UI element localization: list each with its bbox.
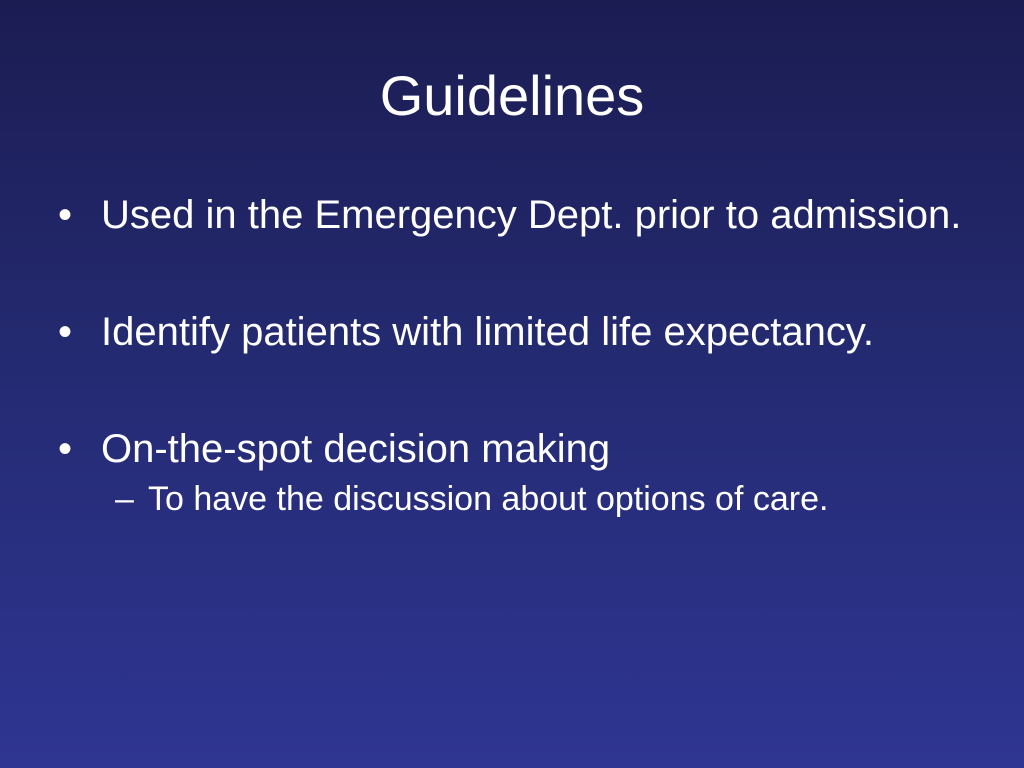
- sub-bullet-item: [115, 478, 978, 520]
- bullet-item-1: [58, 190, 978, 240]
- sub-bullet-marker: –: [115, 480, 134, 518]
- sub-bullet-text: To have the discussion about options of care.: [148, 480, 829, 518]
- bullet-text: On-the-spot decision making: [101, 427, 611, 471]
- bullet-marker: •: [58, 310, 73, 354]
- sub-bullet-list: [101, 478, 978, 520]
- bullet-text: Identify patients with limited life expectancy.: [101, 310, 874, 354]
- bullet-marker: •: [58, 193, 73, 237]
- bullet-marker: •: [58, 427, 73, 471]
- bullet-item-3: [58, 424, 978, 520]
- bullet-list: [58, 190, 978, 520]
- bullet-item-2: [58, 307, 978, 357]
- slide-title: Guidelines: [379, 64, 645, 127]
- bullet-text: Used in the Emergency Dept. prior to admission.: [101, 193, 962, 237]
